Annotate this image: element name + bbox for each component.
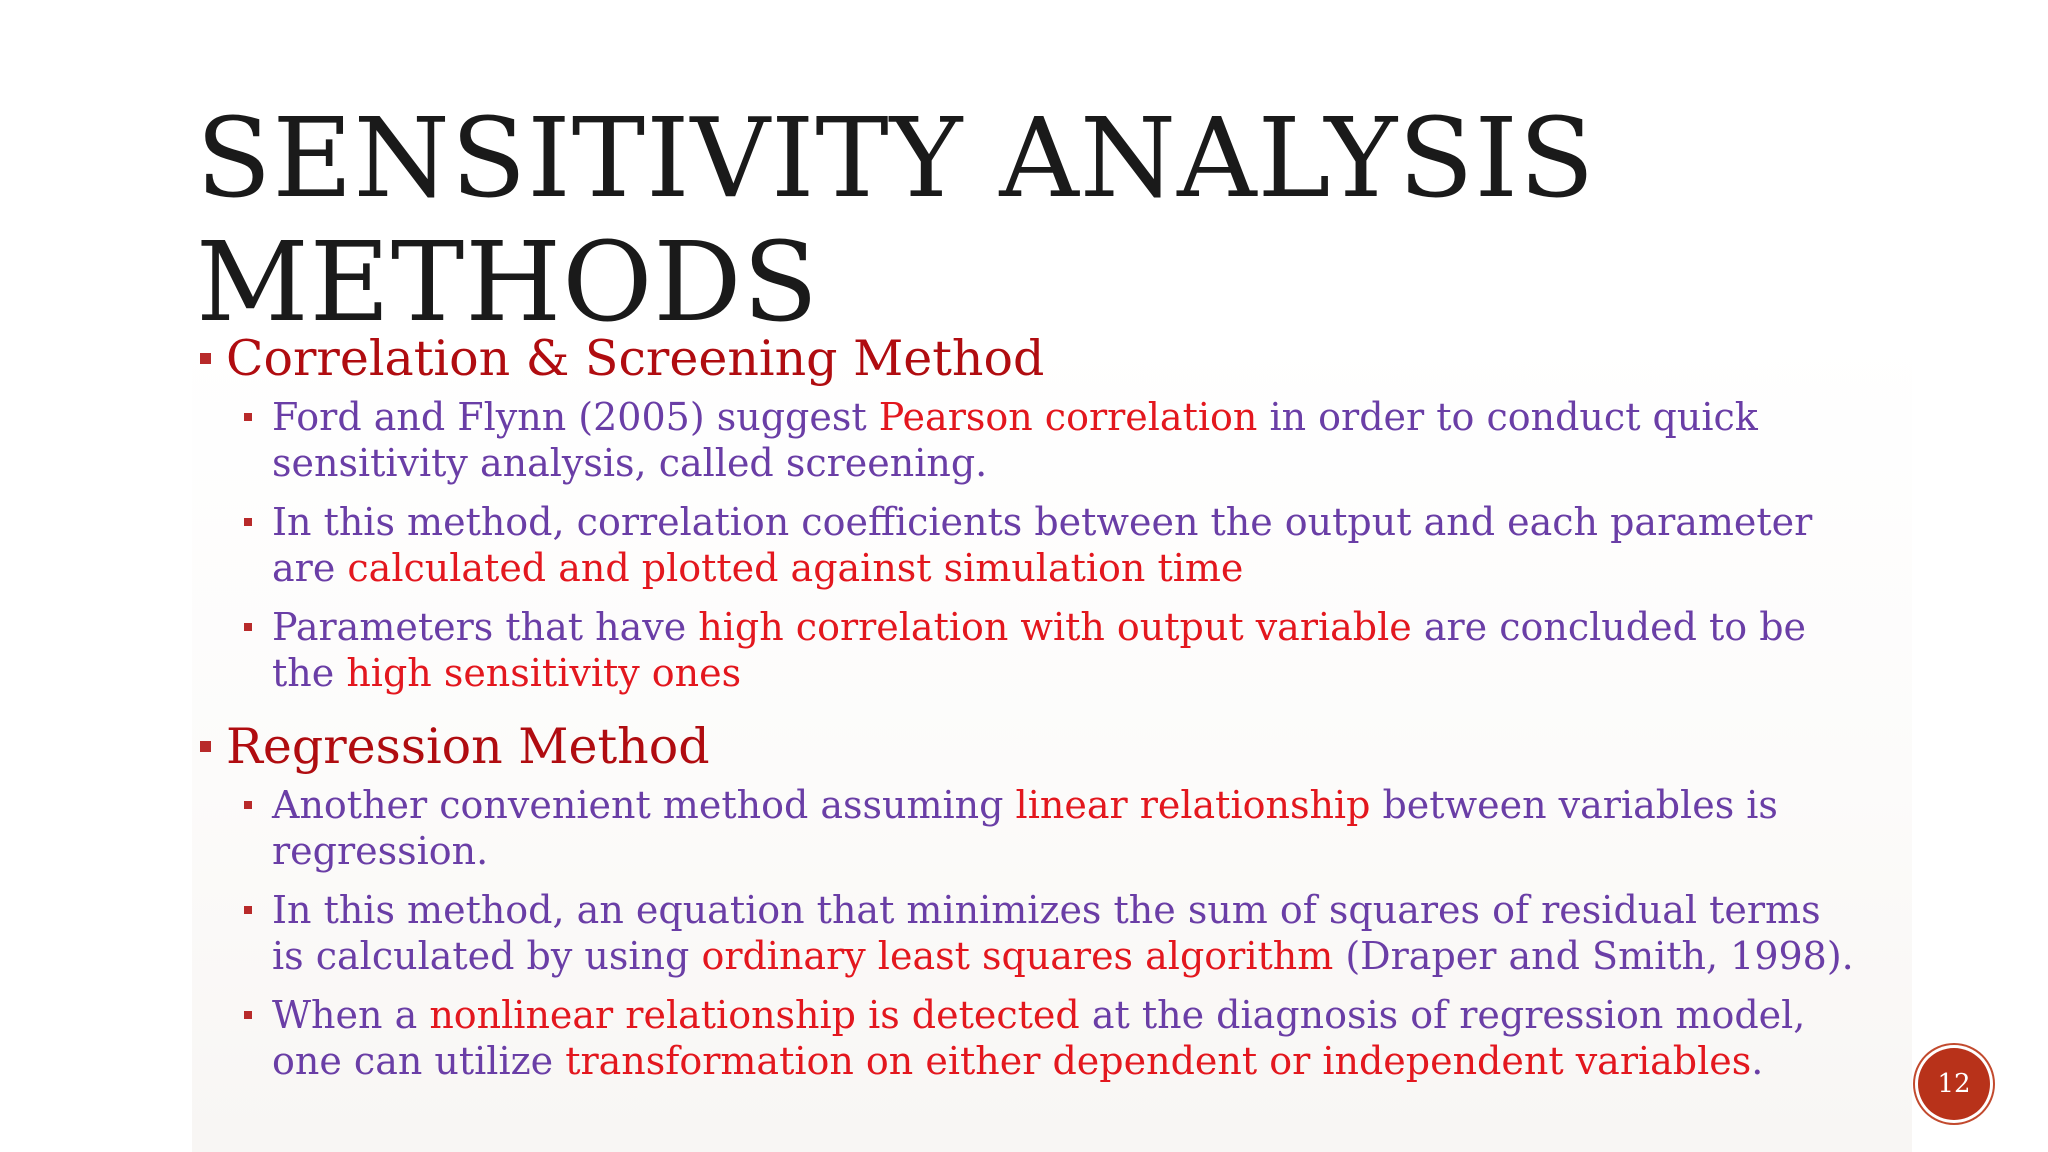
highlight-text: linear relationship bbox=[1015, 783, 1371, 827]
bullet-text: Ford and Flynn (2005) suggest bbox=[272, 395, 879, 439]
bullet-line bbox=[272, 545, 1912, 591]
slide-content bbox=[192, 326, 1912, 1097]
bullet-text: In this method, an equation that minimizes the sum of squares of residual terms bbox=[272, 888, 1821, 932]
bullet-list bbox=[192, 394, 1912, 696]
bullet-text: . bbox=[1751, 1039, 1764, 1083]
bullet-line bbox=[272, 992, 1912, 1038]
bullet-text: Another convenient method assuming bbox=[272, 783, 1016, 827]
slide-title bbox=[196, 96, 1896, 344]
highlight-text: Pearson correlation bbox=[878, 395, 1258, 439]
bullet-text: between variables is bbox=[1370, 783, 1778, 827]
bullet-text: are concluded to be bbox=[1411, 605, 1807, 649]
bullet-text: In this method, correlation coefficients between the output and each parameter bbox=[272, 500, 1813, 544]
bullet-line bbox=[272, 650, 1912, 696]
bullet-text: Parameters that have bbox=[272, 605, 699, 649]
list-item bbox=[192, 499, 1912, 591]
bullet-line bbox=[272, 933, 1912, 979]
list-item bbox=[192, 394, 1912, 486]
list-item bbox=[192, 992, 1912, 1084]
section-correlation-screening bbox=[192, 326, 1912, 696]
bullet-line bbox=[272, 499, 1912, 545]
bullet-line bbox=[272, 394, 1912, 440]
slide-title-line-1: SENSITIVITY ANALYSIS bbox=[196, 94, 1596, 222]
highlight-text: nonlinear relationship is detected bbox=[429, 993, 1080, 1037]
bullet-line bbox=[272, 604, 1912, 650]
bullet-text: the bbox=[272, 651, 347, 695]
highlight-text: transformation on either dependent or independent variables bbox=[565, 1039, 1752, 1083]
slide-title-line-2: METHODS bbox=[196, 218, 819, 346]
bullet-text: at the diagnosis of regression model, bbox=[1079, 993, 1806, 1037]
highlight-text: calculated and plotted against simulation time bbox=[347, 546, 1244, 590]
page-number-badge: 12 bbox=[1918, 1048, 1990, 1120]
section-heading: Regression Method bbox=[192, 714, 1912, 780]
highlight-text: ordinary least squares algorithm bbox=[701, 934, 1334, 978]
bullet-text: is calculated by using bbox=[272, 934, 702, 978]
highlight-text: high correlation with output variable bbox=[698, 605, 1412, 649]
bullet-text: When a bbox=[272, 993, 430, 1037]
bullet-text: one can utilize bbox=[272, 1039, 566, 1083]
highlight-text: high sensitivity ones bbox=[346, 651, 742, 695]
bullet-text: are bbox=[272, 546, 348, 590]
bullet-text: (Draper and Smith, 1998). bbox=[1333, 934, 1854, 978]
bullet-line bbox=[272, 1038, 1912, 1084]
bullet-line bbox=[272, 440, 1912, 486]
list-item bbox=[192, 604, 1912, 696]
section-heading: Correlation & Screening Method bbox=[192, 326, 1912, 392]
bullet-text: in order to conduct quick bbox=[1257, 395, 1758, 439]
list-item bbox=[192, 782, 1912, 874]
bullet-text: sensitivity analysis, called screening. bbox=[272, 441, 988, 485]
bullet-list bbox=[192, 782, 1912, 1084]
bullet-line bbox=[272, 887, 1912, 933]
list-item bbox=[192, 887, 1912, 979]
bullet-line bbox=[272, 828, 1912, 874]
bullet-text: regression. bbox=[272, 829, 489, 873]
bullet-line bbox=[272, 782, 1912, 828]
section-regression bbox=[192, 714, 1912, 1084]
